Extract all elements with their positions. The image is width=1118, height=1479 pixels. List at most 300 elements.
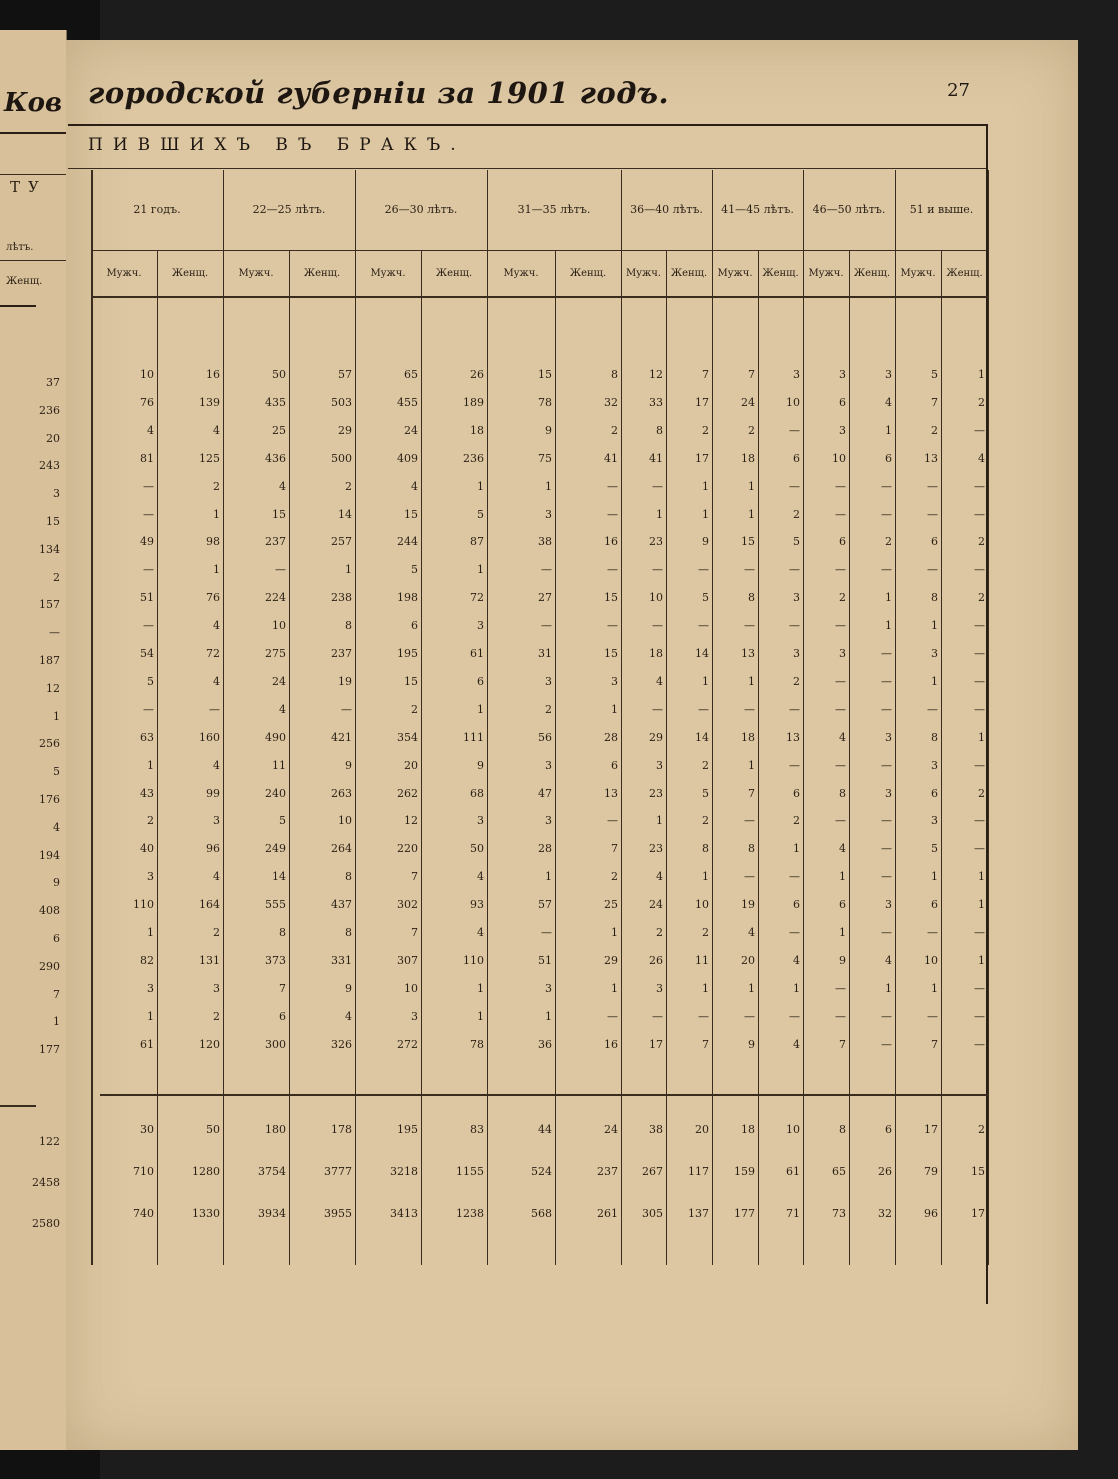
table-cell: 4 <box>213 619 220 633</box>
table-cell: 25 <box>604 898 618 912</box>
table-cell: 5 <box>147 674 154 688</box>
table-col-rule <box>621 170 622 1265</box>
table-cell: 96 <box>206 842 220 856</box>
table-cell: 3 <box>793 368 800 381</box>
table-cell: — <box>789 926 800 939</box>
table-cell: 7 <box>279 981 286 995</box>
table-cell: 10 <box>140 368 154 381</box>
total-cell: 79 <box>924 1165 938 1178</box>
table-cell: 3 <box>213 814 220 828</box>
table-cell: 4 <box>345 1009 352 1023</box>
total-cell: 568 <box>531 1207 552 1220</box>
table-cell: 26 <box>649 953 663 967</box>
table-cell: 1 <box>213 507 220 521</box>
table-cell: 2 <box>793 507 800 521</box>
total-cell: 3934 <box>258 1207 286 1220</box>
table-cell: 164 <box>199 898 220 912</box>
table-cell: 373 <box>265 953 286 967</box>
table-cell: 10 <box>649 591 663 605</box>
table-cell: 3 <box>477 619 484 633</box>
left-page-total: 2458 <box>32 1176 60 1189</box>
table-cell: — <box>974 926 985 939</box>
table-cell: 1 <box>702 674 709 688</box>
table-cell: 1 <box>345 563 352 577</box>
left-page-value: 176 <box>39 793 60 806</box>
table-cell: 50 <box>272 368 286 381</box>
table-cell: — <box>881 479 892 493</box>
table-cell: 54 <box>140 647 154 660</box>
left-page-value: 5 <box>53 765 60 779</box>
table-cell: — <box>835 981 846 995</box>
table-cell: 6 <box>279 1009 286 1023</box>
table-cell: 16 <box>604 535 618 549</box>
table-cell: — <box>143 563 154 577</box>
total-cell: 71 <box>786 1207 800 1220</box>
table-cell: 1 <box>477 1009 484 1023</box>
table-cell: 18 <box>741 451 755 465</box>
table-cell: 3 <box>656 981 663 995</box>
table-cell: 10 <box>924 953 938 967</box>
table-cell: — <box>744 1009 755 1023</box>
table-cell: 8 <box>345 870 352 884</box>
total-cell: 15 <box>971 1165 985 1178</box>
table-cell: 2 <box>345 479 352 493</box>
table-cell: 1 <box>978 870 985 884</box>
table-cell: 41 <box>604 451 618 465</box>
female-column-header: Женщ. <box>569 268 607 279</box>
table-cell: 331 <box>331 953 352 967</box>
total-cell: 24 <box>604 1123 618 1136</box>
table-cell: 29 <box>604 953 618 967</box>
table-cell: 11 <box>695 953 709 967</box>
table-cell: 23 <box>649 842 663 856</box>
table-cell: 15 <box>538 368 552 381</box>
table-cell: 18 <box>470 423 484 437</box>
table-cell: — <box>744 563 755 577</box>
table-cell: 4 <box>477 926 484 939</box>
table-cell: — <box>835 479 846 493</box>
table-cell: 24 <box>404 423 418 437</box>
total-cell: 83 <box>470 1123 484 1136</box>
table-cell: 503 <box>331 395 352 409</box>
total-cell: 32 <box>878 1207 892 1220</box>
total-cell: 3955 <box>324 1207 352 1220</box>
table-cell: 3 <box>213 981 220 995</box>
table-cell: 8 <box>931 591 938 605</box>
table-cell: — <box>881 870 892 884</box>
table-cell: 57 <box>338 368 352 381</box>
table-cell: 3 <box>931 814 938 828</box>
age-group-header: 36—40 лѣтъ. <box>630 203 703 216</box>
table-cell: 257 <box>331 535 352 549</box>
table-cell: — <box>143 619 154 633</box>
table-cell: — <box>541 926 552 939</box>
table-cell: 1 <box>885 619 892 633</box>
table-cell: 8 <box>931 730 938 744</box>
table-cell: 1 <box>839 870 846 884</box>
table-cell: — <box>789 758 800 772</box>
table-cell: 1 <box>477 563 484 577</box>
table-cell: 3 <box>611 674 618 688</box>
table-cell: — <box>652 702 663 716</box>
male-column-header: Мужч. <box>370 268 406 279</box>
table-cell: 2 <box>611 870 618 884</box>
table-cell: — <box>974 842 985 856</box>
table-cell: 5 <box>279 814 286 828</box>
female-column-header: Женщ. <box>171 268 209 279</box>
table-cell: 1 <box>702 479 709 493</box>
table-cell: 120 <box>199 1037 220 1051</box>
table-cell: 1 <box>885 591 892 605</box>
table-cell: — <box>652 1009 663 1023</box>
table-cell: 2 <box>885 535 892 549</box>
table-cell: — <box>744 870 755 884</box>
table-cell: 9 <box>839 953 846 967</box>
table-cell: 9 <box>477 758 484 772</box>
table-cell: — <box>927 563 938 577</box>
table-cell: 436 <box>265 451 286 465</box>
table-cell: 19 <box>741 898 755 912</box>
total-cell: 710 <box>133 1165 154 1178</box>
left-page-value: 7 <box>53 987 60 1001</box>
female-column-header: Женщ. <box>762 268 799 279</box>
table-cell: 1 <box>545 870 552 884</box>
table-cell: — <box>541 563 552 577</box>
table-cell: 10 <box>272 619 286 633</box>
table-cell: 9 <box>748 1037 755 1051</box>
table-cell: 1 <box>477 479 484 493</box>
male-column-header: Мужч. <box>900 268 936 279</box>
table-cell: 10 <box>338 814 352 828</box>
table-cell: 198 <box>397 591 418 605</box>
table-cell: 237 <box>331 647 352 660</box>
table-cell: — <box>974 674 985 688</box>
total-cell: 524 <box>531 1165 552 1178</box>
table-cell: 2 <box>702 758 709 772</box>
male-column-header: Мужч. <box>808 268 844 279</box>
table-cell: — <box>881 563 892 577</box>
left-page-col-sub: Женщ. <box>6 276 43 287</box>
table-cell: 2 <box>147 814 154 828</box>
table-cell: 17 <box>695 451 709 465</box>
table-cell: 3 <box>545 507 552 521</box>
left-page-value: 15 <box>46 515 60 528</box>
left-page-value: 4 <box>53 820 60 834</box>
table-cell: 16 <box>206 368 220 381</box>
left-page-value: — <box>49 626 60 640</box>
table-cell: 7 <box>411 926 418 939</box>
total-cell: 3413 <box>390 1207 418 1220</box>
table-cell: — <box>744 619 755 633</box>
table-cell: — <box>789 619 800 633</box>
table-cell: — <box>974 647 985 660</box>
table-cell: 5 <box>411 563 418 577</box>
page-number: 27 <box>947 80 970 101</box>
table-cell: 8 <box>748 842 755 856</box>
table-cell: 36 <box>538 1037 552 1051</box>
left-page-rule <box>0 260 66 261</box>
table-col-rule <box>895 170 896 1265</box>
table-cell: 5 <box>931 368 938 381</box>
table-cell: — <box>652 563 663 577</box>
table-cell: 4 <box>213 758 220 772</box>
table-cell: 3 <box>147 870 154 884</box>
table-cell: 3 <box>545 981 552 995</box>
table-cell: 41 <box>649 451 663 465</box>
table-cell: 4 <box>885 953 892 967</box>
table-cell: — <box>698 563 709 577</box>
table-cell: — <box>541 619 552 633</box>
total-cell: 3218 <box>390 1165 418 1178</box>
table-cell: 307 <box>397 953 418 967</box>
total-cell: 61 <box>786 1165 800 1178</box>
left-page-value: 2 <box>53 570 60 584</box>
total-cell: 8 <box>839 1123 846 1136</box>
table-cell: 2 <box>213 479 220 493</box>
table-cell: 9 <box>345 981 352 995</box>
table-cell: 3 <box>839 647 846 660</box>
table-cell: 354 <box>397 730 418 744</box>
table-cell: 1 <box>477 981 484 995</box>
female-column-header: Женщ. <box>670 268 708 279</box>
table-cell: 1 <box>931 674 938 688</box>
page <box>66 40 1078 1450</box>
table-cell: 4 <box>477 870 484 884</box>
table-col-rule <box>712 170 713 1265</box>
age-group-header: 21 годъ. <box>133 203 181 216</box>
table-cell: 3 <box>839 368 846 381</box>
table-cell: 8 <box>656 423 663 437</box>
left-page-value: 134 <box>39 542 60 556</box>
table-cell: 6 <box>793 898 800 912</box>
table-cell: 1 <box>748 981 755 995</box>
table-cell: 6 <box>411 619 418 633</box>
total-cell: 137 <box>688 1207 709 1220</box>
table-cell: 51 <box>538 953 552 967</box>
male-column-header: Мужч. <box>717 268 753 279</box>
table-cell: 7 <box>839 1037 846 1051</box>
total-cell: 305 <box>642 1207 663 1220</box>
table-header-rule <box>91 296 988 298</box>
table-cell: 26 <box>470 368 484 381</box>
left-page-value: 187 <box>39 654 60 667</box>
table-cell: — <box>881 1009 892 1023</box>
total-cell: 10 <box>786 1123 800 1136</box>
total-cell: 1280 <box>192 1165 220 1178</box>
table-cell: 8 <box>611 368 618 381</box>
table-cell: — <box>974 479 985 493</box>
table-cell: 3 <box>793 647 800 660</box>
table-cell: 76 <box>140 395 154 409</box>
table-cell: — <box>275 563 286 577</box>
table-cell: 8 <box>702 842 709 856</box>
total-cell: 3754 <box>258 1165 286 1178</box>
left-page-rule <box>0 305 36 307</box>
table-cell: 1 <box>748 507 755 521</box>
table-cell: 16 <box>604 1037 618 1051</box>
table-cell: — <box>835 619 846 633</box>
table-cell: 12 <box>404 814 418 828</box>
table-cell: — <box>835 814 846 828</box>
table-cell: — <box>835 674 846 688</box>
table-cell: 20 <box>741 953 755 967</box>
total-cell: 73 <box>832 1207 846 1220</box>
table-cell: — <box>789 423 800 437</box>
table-cell: 1 <box>702 870 709 884</box>
left-page-value: 243 <box>39 459 60 473</box>
table-cell: 82 <box>140 953 154 967</box>
total-cell: 180 <box>265 1123 286 1136</box>
table-cell: — <box>974 758 985 772</box>
table-cell: 2 <box>545 702 552 716</box>
table-cell: 17 <box>649 1037 663 1051</box>
table-cell: 7 <box>931 1037 938 1051</box>
table-cell: 238 <box>331 591 352 605</box>
table-cell: 409 <box>397 451 418 465</box>
left-page-header: Ков <box>4 88 63 118</box>
table-cell: 63 <box>140 730 154 744</box>
total-cell: 96 <box>924 1207 938 1220</box>
table-cell: 6 <box>839 395 846 409</box>
table-cell: — <box>881 758 892 772</box>
table-cell: 2 <box>978 786 985 800</box>
table-cell: — <box>698 702 709 716</box>
table-cell: — <box>143 479 154 493</box>
table-col-rule <box>487 170 488 1265</box>
table-cell: 10 <box>695 898 709 912</box>
male-column-header: Мужч. <box>625 268 662 279</box>
table-cell: — <box>607 563 618 577</box>
table-cell: 224 <box>265 591 286 605</box>
table-cell: 2 <box>978 591 985 605</box>
table-cell: 272 <box>397 1037 418 1051</box>
table-cell: 7 <box>748 786 755 800</box>
total-cell: 65 <box>832 1165 846 1178</box>
table-cell: 1 <box>978 730 985 744</box>
table-cell: — <box>789 870 800 884</box>
table-cell: 275 <box>265 647 286 660</box>
table-cell: 13 <box>604 786 618 800</box>
table-cell: 31 <box>538 647 552 660</box>
table-cell: 220 <box>397 842 418 856</box>
table-cell: 1 <box>839 926 846 939</box>
left-page-value: 157 <box>39 598 60 612</box>
table-cell: 111 <box>463 730 484 744</box>
table-cell: — <box>698 619 709 633</box>
total-cell: 50 <box>206 1123 220 1136</box>
table-cell: 72 <box>470 591 484 605</box>
left-page-value: 177 <box>39 1043 60 1057</box>
table-cell: 10 <box>404 981 418 995</box>
table-cell: 13 <box>741 647 755 660</box>
total-cell: 2 <box>978 1123 985 1136</box>
total-cell: 18 <box>741 1123 755 1136</box>
table-cell: 8 <box>748 591 755 605</box>
table-cell: — <box>143 702 154 716</box>
age-group-header: 46—50 лѣтъ. <box>812 203 886 216</box>
table-cell: 2 <box>702 814 709 828</box>
left-page-value: 6 <box>53 932 60 945</box>
table-cell: 2 <box>702 926 709 939</box>
table-cell: 51 <box>140 591 154 605</box>
band-rule <box>68 168 986 169</box>
table-cell: 49 <box>140 535 154 549</box>
table-cell: 437 <box>331 898 352 912</box>
table-cell: 1 <box>748 479 755 493</box>
left-page-value: 256 <box>39 737 60 751</box>
table-cell: 14 <box>695 730 709 744</box>
table-cell: 4 <box>793 1037 800 1051</box>
table-cell: 5 <box>702 786 709 800</box>
table-cell: 13 <box>924 451 938 465</box>
male-column-header: Мужч. <box>238 268 274 279</box>
table-cell: — <box>652 479 663 493</box>
table-cell: 3 <box>477 814 484 828</box>
left-page-fragment <box>0 30 67 1450</box>
table-cell: — <box>927 507 938 521</box>
table-cell: 20 <box>404 758 418 772</box>
table-cell: 4 <box>213 870 220 884</box>
table-cell: — <box>881 702 892 716</box>
table-cell: — <box>789 563 800 577</box>
table-cell: 24 <box>649 898 663 912</box>
table-cell: 3 <box>545 758 552 772</box>
table-cell: 189 <box>463 395 484 409</box>
table-cell: 4 <box>748 926 755 939</box>
left-page-value: 194 <box>39 848 60 862</box>
table-cell: 40 <box>140 842 154 856</box>
table-cell: 78 <box>470 1037 484 1051</box>
table-cell: 10 <box>832 451 846 465</box>
table-cell: 81 <box>140 451 154 465</box>
table-cell: — <box>607 1009 618 1023</box>
table-cell: — <box>652 619 663 633</box>
table-cell: 1 <box>656 507 663 521</box>
table-cell: 1 <box>545 479 552 493</box>
table-cell: 1 <box>748 674 755 688</box>
table-cell: 6 <box>611 758 618 772</box>
table-cell: 43 <box>140 786 154 800</box>
table-cell: 15 <box>404 507 418 521</box>
table-cell: 7 <box>748 368 755 381</box>
table-cell: 1 <box>702 507 709 521</box>
male-column-header: Мужч. <box>503 268 539 279</box>
table-cell: 15 <box>272 507 286 521</box>
table-cell: 2 <box>411 702 418 716</box>
table-cell: 1 <box>611 981 618 995</box>
age-group-header: 31—35 лѣтъ. <box>517 203 591 216</box>
table-cell: 2 <box>793 674 800 688</box>
table-cell: 15 <box>741 535 755 549</box>
table-cell: 4 <box>885 395 892 409</box>
table-cell: 28 <box>604 730 618 744</box>
table-cell: 6 <box>931 786 938 800</box>
female-column-header: Женщ. <box>303 268 341 279</box>
table-cell: 1 <box>748 758 755 772</box>
table-cell: 3 <box>931 647 938 660</box>
table-cell: — <box>698 1009 709 1023</box>
table-cell: 57 <box>538 898 552 912</box>
table-cell: — <box>974 423 985 437</box>
table-cell: — <box>835 563 846 577</box>
table-cell: 2 <box>748 423 755 437</box>
table-cell: 1 <box>147 758 154 772</box>
table-cell: 3 <box>656 758 663 772</box>
left-page-rule <box>0 132 66 134</box>
table-cell: 4 <box>793 953 800 967</box>
table-cell: 6 <box>885 451 892 465</box>
table-cell: — <box>974 563 985 577</box>
